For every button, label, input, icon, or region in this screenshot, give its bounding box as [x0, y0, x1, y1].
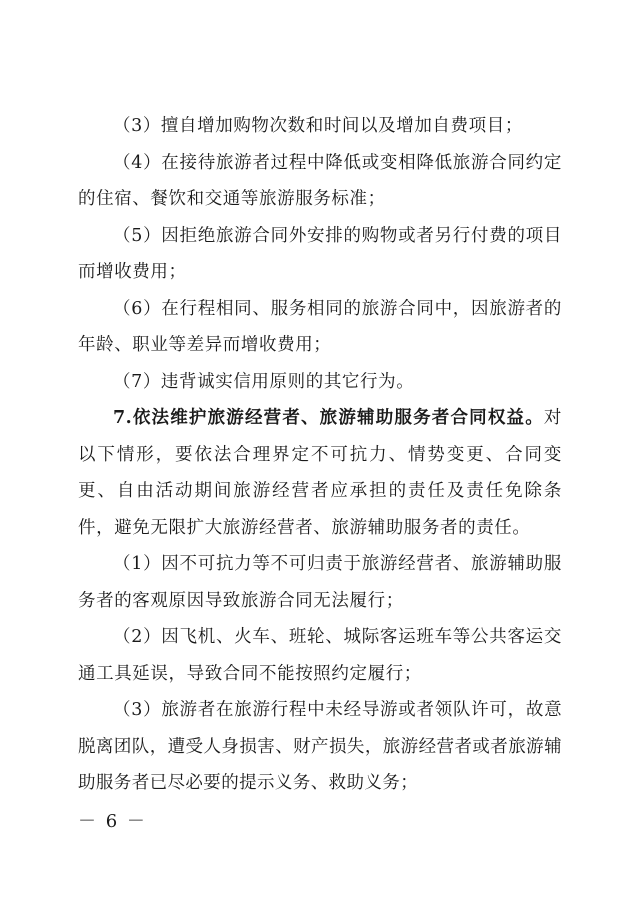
section-7-body: 对以下情形，要依法合理界定不可抗力、情势变更、合同变更、自由活动期间旅游经营者应承担的责任及责任免除条件，避免无限扩大旅游经营者、旅游辅助服务者的责任。	[78, 408, 562, 538]
section-7-heading: 7.依法维护旅游经营者、旅游辅助服务者合同权益。	[113, 408, 544, 428]
document-body	[78, 108, 562, 802]
list-item-3: （3）旅游者在旅游行程中未经导游或者领队许可，故意脱离团队，遭受人身损害、财产损失，旅游经营者或者旅游辅助服务者已尽必要的提示义务、救助义务；	[78, 700, 562, 793]
paragraph-item-7: （7）违背诚实信用原则的其它行为。	[113, 371, 415, 392]
list-item-1: （1）因不可抗力等不可归责于旅游经营者、旅游辅助服务者的客观原因导致旅游合同无法履行；	[78, 554, 562, 611]
list-item-2: （2）因飞机、火车、班轮、城际客运班车等公共客运交通工具延误，导致合同不能按照约定履行；	[78, 627, 562, 684]
section-7-paragraph	[78, 400, 562, 546]
paragraph-item-5: （5）因拒绝旅游合同外安排的购物或者另行付费的项目而增收费用；	[78, 225, 562, 282]
page-number: － 6 －	[78, 811, 147, 832]
paragraph-item-6: （6）在行程相同、服务相同的旅游合同中，因旅游者的年龄、职业等差异而增收费用；	[78, 298, 562, 355]
paragraph-item-4: （4）在接待旅游者过程中降低或变相降低旅游合同约定的住宿、餐饮和交通等旅游服务标准；	[78, 152, 562, 209]
paragraph-item-3: （3）擅自增加购物次数和时间以及增加自费项目；	[113, 116, 523, 136]
